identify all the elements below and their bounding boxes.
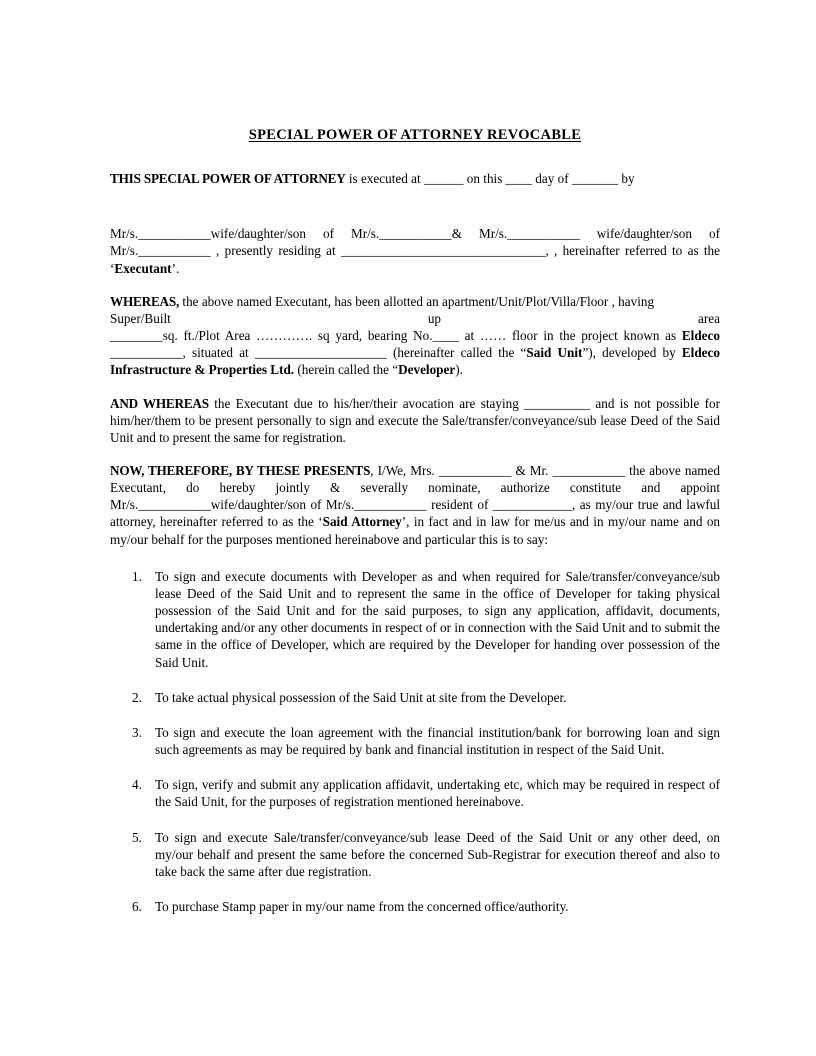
and-whereas-lead-text: AND WHEREAS [110,395,209,411]
page-title: SPECIAL POWER OF ATTORNEY REVOCABLE [248,127,582,143]
paragraph-whereas-rest [110,327,720,378]
clause-text: To sign and execute Sale/transfer/conveyance/sub lease Deed of the Said Unit or any other deed, on my/our behalf and present the same before the concerned Sub-Registrar for execution thereof and also to take back the same after due registration. [155,829,720,879]
paragraph-now-therefore [110,462,720,548]
and-whereas-text: the Executant due to his/her/their avocation are staying __________ and is not possible for him/her/them to be present personally to sign and execute the Sale/transfer/conveyance/sub lease Deed of the Said Unit and to present the same for registration. [110,395,720,445]
area-label: area [698,310,720,326]
paragraph-intro [110,170,720,187]
developer-company-term: Eldeco Infrastructure & Properties Ltd. [110,345,720,378]
whereas-text-1: the above named Executant, has been allotted an apartment/Unit/Plot/Villa/Floor , having [179,293,655,309]
parties-text: Mr/s.___________wife/daughter/son of Mr/s.___________& Mr/s.___________ wife/daughter/son of Mr/s.___________ , presently residing at _______________________________, , hereinafter referred to as the ‘ [110,226,720,276]
parties-text-tail: ’. [171,260,180,276]
clause-text: To take actual physical possession of the Said Unit at site from the Developer. [155,689,567,705]
document-body [110,126,720,933]
whereas-text-3: ___________, situated at ____________________ (hereinafter called the “ [110,345,527,361]
clause-text: To sign and execute documents with Developer as and when required for Sale/transfer/conveyance/sub lease Deed of the Said Unit and to represent the same in the office of Developer for taking physical possession of the Said Unit and for the said purposes, to sign any application, affidavit, documents, undertaking and/or any other documents in respect of or in connection with the Said Unit and to submit the same in the office of Developer, which are required by the Developer for handing over possession of the Said Unit. [155,568,720,670]
whereas-text-2: ________sq. ft./Plot Area …………. sq yard, bearing No.____ at …… floor in the project known as [110,328,682,344]
list-item [110,568,720,671]
paragraph-parties [110,225,720,276]
now-therefore-lead-text: NOW, THEREFORE, BY THESE PRESENTS [110,463,371,478]
whereas-text-5: (herein called the “ [294,362,399,378]
whereas-lead-text: WHEREAS, [110,293,180,309]
paragraph-and-whereas [110,395,720,446]
intro-lead-text: THIS SPECIAL POWER OF ATTORNEY [110,171,346,187]
eldeco-term: Eldeco [681,328,720,344]
said-unit-term: Said Unit [526,345,583,361]
super-built-label: Super/Built [110,310,171,326]
whereas-text-4: ”), developed by [582,345,682,361]
paragraph-whereas-line1 [110,293,720,310]
up-label: up [427,310,442,326]
whereas-text-6: ). [455,362,463,378]
intro-rest-text: is executed at ______ on this ____ day of _______ by [345,171,635,187]
now-therefore-text-2: ’, in fact and in law for me/us and in my/our name and on my/our behalf for the purposes mentioned hereinabove and particular this is to say: [110,514,721,547]
said-attorney-term: Said Attorney [322,514,402,530]
clause-text: To sign and execute the loan agreement with the financial institution/bank for borrowing loan and sign such agreements as may be required by bank and financial institution in respect of the Said Unit. [155,724,720,758]
executant-term: Executant [114,260,172,276]
list-item [110,898,720,915]
whereas-super-built-up-area-line [110,310,720,327]
clause-text: To purchase Stamp paper in my/our name from the concerned office/authority. [155,898,569,914]
list-item [110,776,720,810]
clause-text: To sign, verify and submit any application affidavit, undertaking etc, which may be required in respect of the Said Unit, for the purposes of registration mentioned hereinabove. [155,777,720,810]
list-item [110,829,720,880]
developer-term: Developer [398,362,456,378]
now-therefore-text-1: , I/We, Mrs. ___________ & Mr. ___________ the above named Executant, do hereby jointly & severally nominate, authorize constitute and appoint Mr/s.___________wife/daughter/son of Mr/s.___________ resident of ____________, as my/our true and lawful attorney, hereinafter referred to as the ‘ [110,463,720,530]
clause-list [110,568,720,915]
list-item [110,724,720,758]
list-item [110,689,720,706]
